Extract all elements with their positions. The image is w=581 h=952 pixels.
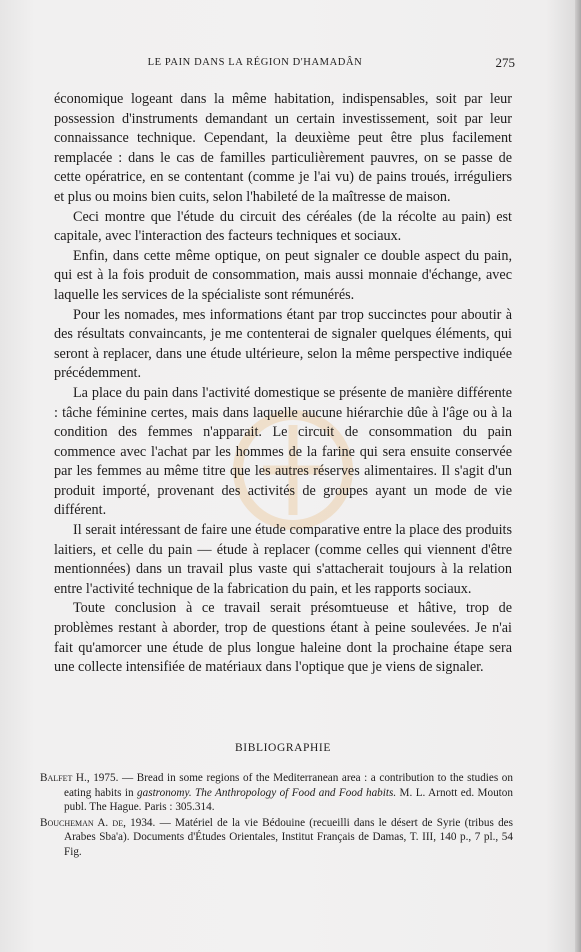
page-number: 275: [495, 55, 515, 70]
paragraph: Pour les nomades, mes informations étant par trop succinctes pour aboutir à des résultats convaincants, je me contenterai de signaler quelques éléments, qui seront à replacer, dans une étude ultérieure, selon la même perspective indiquée précédemment.: [54, 306, 512, 382]
paragraph: Enfin, dans cette même optique, on peut signaler ce double aspect du pain, qui est à la fois produit de consommation, mais aussi monnaie d'échange, avec laquelle les services de la spécialiste sont rémunérés.: [54, 247, 512, 303]
bibliography-entry: [40, 771, 513, 815]
bibliography: [40, 771, 513, 860]
bibliography-heading: BIBLIOGRAPHIE: [235, 742, 331, 754]
paragraph: La place du pain dans l'activité domestique se présente de manière différente : tâche féminine certes, mais dans laquelle aucune hiérarchie dûe à l'âge ou à la condition des femmes n'apparait. Le circuit de consommation du pain commence avec l'achat par les hommes de la farine qui sera ensuite conservée par les femmes au même titre que les autres réserves alimentaires. Il s'agit d'un produit importé, provenant des activités de groupes ayant un mode de vie différent.: [54, 384, 512, 519]
paragraph: Toute conclusion à ce travail serait présomtueuse et hâtive, trop de problèmes restant à aborder, trop de questions étant à peine soulevées. Je n'ai fait qu'amorcer une étude de plus longue haleine dont la prochaine étape sera une collecte intensifiée de matériaux dans l'optique que je viens de signaler.: [54, 600, 512, 676]
body-text: [54, 90, 512, 678]
entry-text: , 1934. — Matériel de la vie Bédouine (recueilli dans le désert de Syrie (tribus des Arabes Sba'a). Documents d'Études Orientales, Institut Français de Damas, T. III, 140 p., 7 pl., 54 Fig.: [64, 816, 513, 858]
running-head: LE PAIN DANS LA RÉGION D'HAMADÂN: [147, 57, 363, 68]
page-edge: [575, 0, 581, 952]
entry-text: , 1975. — Bread in some regions of the Mediterranean area : a contribution to the studies on eating habits in: [64, 772, 513, 799]
paragraph: économique logeant dans la même habitation, indispensables, soit par leur possession d'instruments demandant un certain investissement, soit par leur connaissance technique. Cependant, la deuxième peut être plus facilement remplacée : dans le cas de familles particulièrement pauvres, on se passe de cette opératrice, en se contentant (comme je l'ai vu) de pains troués, irréguliers et plus ou moins bien cuits, selon l'habileté de la maîtresse de maison.: [54, 91, 512, 205]
entry-author: Boucheman A. de: [40, 816, 124, 829]
paragraph: Ceci montre que l'étude du circuit des céréales (de la récolte au pain) est capitale, avec l'interaction des facteurs techniques et sociaux.: [54, 208, 512, 245]
entry-author: Balfet H.: [40, 772, 87, 784]
bibliography-entry: [40, 816, 513, 860]
entry-title: gastronomy. The Anthropology of Food and Food habits.: [137, 786, 397, 799]
page-header: [54, 55, 515, 73]
entry-publisher: M. L. Arnott ed. Mouton publ. The Hague. Paris : 305.314.: [64, 786, 513, 813]
paragraph: Il serait intéressant de faire une étude comparative entre la place des produits laitiers, et celle du pain — étude à replacer (comme celles qui viennent d'être mentionnées) dans un travail plus vaste qui s'attacherait toujours à la relation entre l'activité technique de la fabrication du pain, et les rapports sociaux.: [54, 522, 512, 597]
